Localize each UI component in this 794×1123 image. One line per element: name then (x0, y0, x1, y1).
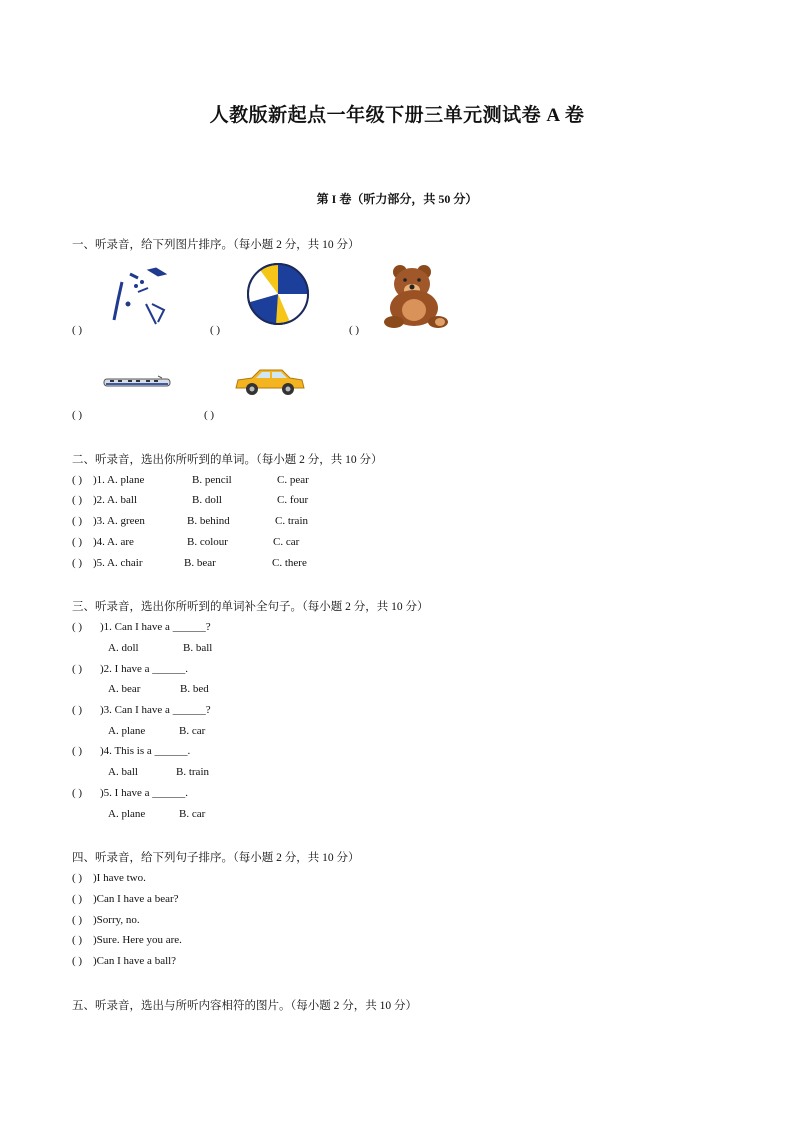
question-text: )5. A. chair (93, 557, 143, 569)
option-b: B. car (179, 725, 206, 737)
option-b: B. bear (184, 557, 216, 569)
option-a: A. bear (108, 683, 141, 695)
question-text: )1. A. plane (93, 474, 145, 486)
page-title: 人教版新起点一年级下册三单元测试卷 A 卷 (209, 105, 585, 126)
sentence-text: )I have two. (93, 872, 146, 884)
answer-paren[interactable]: ( ) (72, 704, 83, 716)
car-icon (232, 366, 308, 403)
option-c: C. train (275, 515, 308, 527)
option-a: A. plane (108, 808, 146, 820)
answer-paren[interactable]: ( ) (72, 934, 83, 946)
section-3-heading: 三、听录音，选出你所听到的单词补全句子。（每小题 2 分，共 10 分） (72, 601, 429, 613)
question-text: )3. Can I have a ______? (100, 704, 211, 716)
kite-icon (108, 264, 174, 331)
option-c: C. there (272, 557, 307, 569)
option-b: B. colour (187, 536, 228, 548)
section-4-heading: 四、听录音，给下列句子排序。（每小题 2 分，共 10 分） (72, 852, 360, 864)
question-text: )3. A. green (93, 515, 145, 527)
option-b: B. doll (192, 494, 222, 506)
answer-paren[interactable]: ( ) (72, 914, 83, 926)
option-c: C. pear (277, 474, 309, 486)
answer-paren[interactable]: ( ) (72, 409, 83, 421)
question-text: )1. Can I have a ______? (100, 621, 211, 633)
volleyball-icon (246, 262, 310, 331)
option-b: B. behind (187, 515, 230, 527)
answer-paren[interactable]: ( ) (72, 494, 83, 506)
sentence-text: )Can I have a ball? (93, 955, 177, 967)
question-text: )5. I have a ______. (100, 787, 188, 799)
sentence-text: )Sure. Here you are. (93, 934, 182, 946)
question-text: )4. This is a ______. (100, 745, 191, 757)
option-a: A. plane (108, 725, 146, 737)
option-b: B. pencil (192, 474, 232, 486)
answer-paren[interactable]: ( ) (72, 745, 83, 757)
answer-paren[interactable]: ( ) (72, 872, 83, 884)
question-text: )4. A. are (93, 536, 134, 548)
option-b: B. ball (183, 642, 213, 654)
answer-paren[interactable]: ( ) (72, 515, 83, 527)
option-c: C. four (277, 494, 309, 506)
answer-paren[interactable]: ( ) (72, 474, 83, 486)
answer-paren[interactable]: ( ) (72, 621, 83, 633)
option-b: B. bed (180, 683, 209, 695)
answer-paren[interactable]: ( ) (204, 409, 215, 421)
answer-paren[interactable]: ( ) (210, 324, 221, 336)
part-heading: 第 I 卷（听力部分，共 50 分） (316, 192, 478, 206)
answer-paren[interactable]: ( ) (72, 536, 83, 548)
answer-paren[interactable]: ( ) (72, 787, 83, 799)
option-b: B. car (179, 808, 206, 820)
answer-paren[interactable]: ( ) (72, 663, 83, 675)
question-text: )2. I have a ______. (100, 663, 188, 675)
answer-paren[interactable]: ( ) (72, 955, 83, 967)
answer-paren[interactable]: ( ) (349, 324, 360, 336)
section-5-heading: 五、听录音，选出与所听内容相符的图片。（每小题 2 分，共 10 分） (72, 1000, 417, 1012)
sentence-text: )Sorry, no. (93, 914, 140, 926)
train-icon (102, 374, 172, 395)
sentence-text: )Can I have a bear? (93, 893, 179, 905)
option-a: A. ball (108, 766, 138, 778)
option-a: A. doll (108, 642, 139, 654)
answer-paren[interactable]: ( ) (72, 557, 83, 569)
question-text: )2. A. ball (93, 494, 137, 506)
option-b: B. train (176, 766, 209, 778)
section-2-heading: 二、听录音，选出你所听到的单词。（每小题 2 分，共 10 分） (72, 454, 383, 466)
section-1-heading: 一、听录音，给下列图片排序。（每小题 2 分，共 10 分） (72, 239, 360, 251)
answer-paren[interactable]: ( ) (72, 324, 83, 336)
option-c: C. car (273, 536, 300, 548)
bear-icon (380, 262, 452, 335)
answer-paren[interactable]: ( ) (72, 893, 83, 905)
